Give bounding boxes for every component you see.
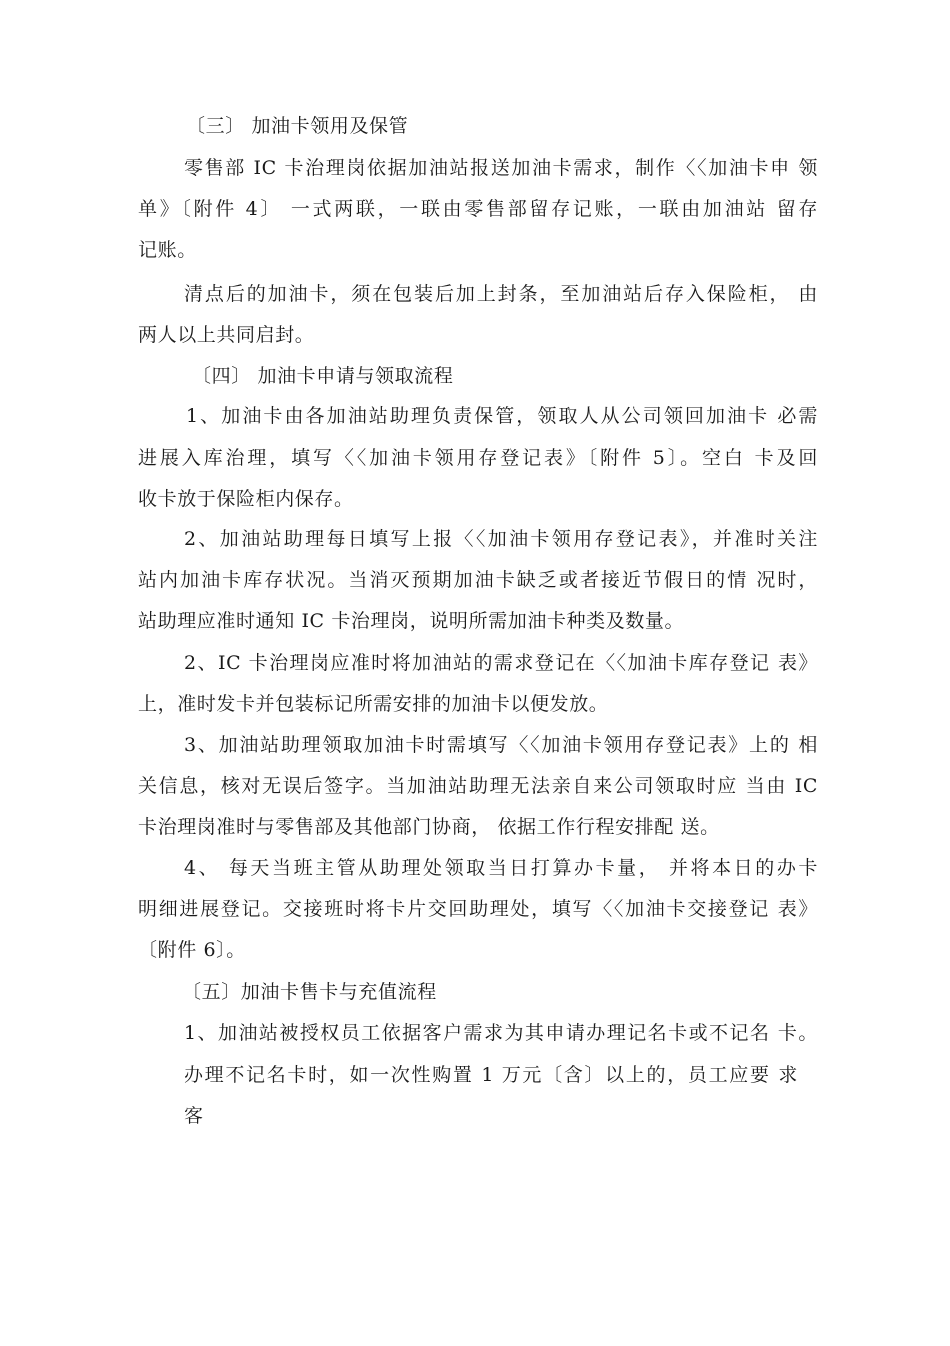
paragraph-line: 零售部 IC 卡治理岗依据加油站报送加油卡需求，制作〈〈加油卡申 领 [184,157,818,179]
paragraph-line: 上，准时发卡并包装标记所需安排的加油卡以便发放。 [138,693,609,715]
paragraph-line: 1、加油站被授权员工依据客户需求为其申请办理记名卡或不记名 卡。 [184,1022,818,1044]
paragraph-line: 1、加油卡由各加油站助理负责保管，领取人从公司领回加油卡 必需 [186,405,818,427]
section-heading-5: 〔五〕加油卡售卡与充值流程 [182,981,437,1003]
paragraph-line: 明细进展登记。交接班时将卡片交回助理处，填写〈〈加油卡交接登记 表》 [138,898,818,920]
paragraph-line: 两人以上共同启封。 [138,324,315,346]
paragraph-line: 记账。 [138,239,197,261]
paragraph-line: 单》〔附件 4〕 一式两联，一联由零售部留存记账，一联由加油站 留存 [138,198,818,220]
paragraph-line: 卡治理岗准时与零售部及其他部门协商， 依据工作行程安排配 送。 [138,816,720,838]
paragraph-line: 4、 每天当班主管从助理处领取当日打算办卡量， 并将本日的办卡 [184,857,818,879]
paragraph-line: 站内加油卡库存状况。当消灭预期加油卡缺乏或者接近节假日的情 况时， [138,569,818,591]
paragraph-line: 办理不记名卡时，如一次性购置 1 万元〔含〕以上的，员工应要 求 [184,1064,798,1086]
paragraph-line: 2、IC 卡治理岗应准时将加油站的需求登记在〈〈加油卡库存登记 表》 [184,652,818,674]
paragraph-line: 〔附件 6〕。 [138,939,246,961]
paragraph-line: 3、加油站助理领取加油卡时需填写〈〈加油卡领用存登记表》上的 相 [184,734,818,756]
paragraph-line: 进展入库治理，填写〈〈加油卡领用存登记表》〔附件 5〕。空白 卡及回 [138,447,818,469]
paragraph-line: 清点后的加油卡，须在包装后加上封条，至加油站后存入保险柜， 由 [184,283,818,305]
section-heading-3: 〔三〕 加油卡领用及保管 [186,115,409,137]
paragraph-line: 关信息，核对无误后签字。当加油站助理无法亲自来公司领取时应 当由 IC [138,775,818,797]
paragraph-line: 收卡放于保险柜内保存。 [138,488,354,510]
paragraph-line: 站助理应准时通知 IC 卡治理岗，说明所需加油卡种类及数量。 [138,610,685,632]
paragraph-line: 2、加油站助理每日填写上报〈〈加油卡领用存登记表》，并准时关注 [184,528,818,550]
paragraph-line: 客 [184,1105,204,1127]
section-heading-4: 〔四〕 加油卡申请与领取流程 [192,365,454,387]
